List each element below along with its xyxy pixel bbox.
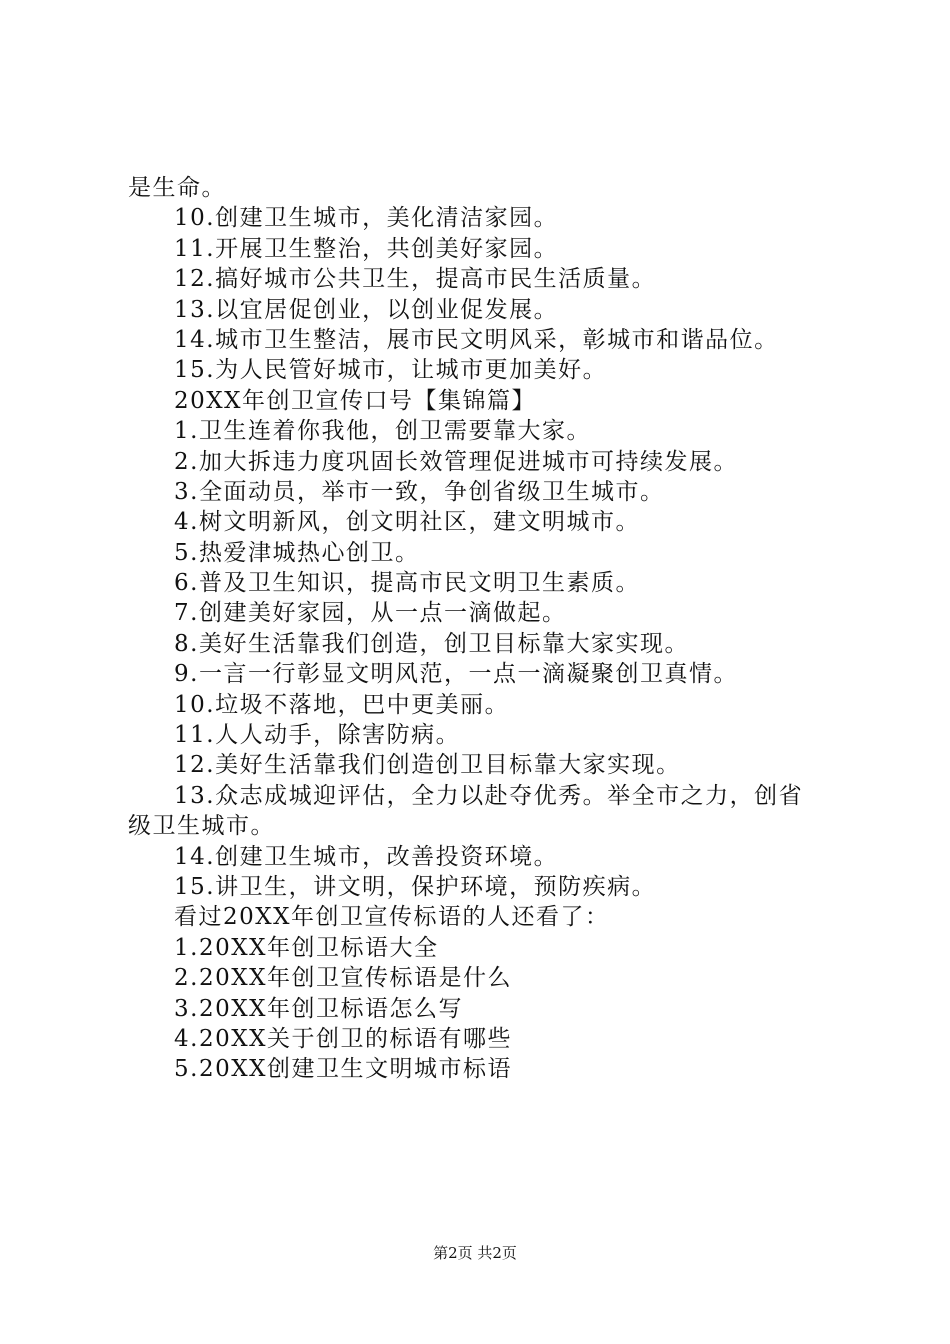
text-line: 11.开展卫生整治，共创美好家园。: [174, 235, 559, 262]
page-footer: 第2页 共2页: [433, 1244, 517, 1262]
text-line: 级卫生城市。: [128, 813, 275, 840]
text-line: 4.20XX关于创卫的标语有哪些: [174, 1025, 512, 1052]
text-line: 14.创建卫生城市，改善投资环境。: [174, 843, 559, 870]
text-line: 15.为人民管好城市，让城市更加美好。: [174, 357, 608, 384]
text-line: 2.20XX年创卫宣传标语是什么: [174, 965, 512, 992]
text-line: 3.全面动员，举市一致，争创省级卫生城市。: [174, 478, 665, 505]
text-line: 1.20XX年创卫标语大全: [174, 934, 439, 961]
text-line: 12.搞好城市公共卫生，提高市民生活质量。: [174, 266, 657, 293]
text-line: 5.20XX创建卫生文明城市标语: [174, 1056, 512, 1083]
text-line: 3.20XX年创卫标语怎么写: [174, 995, 463, 1022]
text-line: 5.热爱津城热心创卫。: [174, 539, 420, 566]
text-line: 20XX年创卫宣传口号【集锦篇】: [174, 387, 537, 414]
text-line: 6.普及卫生知识，提高市民文明卫生素质。: [174, 570, 640, 597]
text-line: 15.讲卫生，讲文明，保护环境，预防疾病。: [174, 873, 657, 900]
text-line: 7.创建美好家园，从一点一滴做起。: [174, 600, 567, 627]
document-body: [128, 173, 838, 1085]
text-line: 9.一言一行彰显文明风范，一点一滴凝聚创卫真情。: [174, 661, 738, 688]
text-line: 2.加大拆违力度巩固长效管理促进城市可持续发展。: [174, 448, 738, 475]
text-line: 10.创建卫生城市，美化清洁家园。: [174, 205, 559, 232]
text-line: 10.垃圾不落地，巴中更美丽。: [174, 691, 510, 718]
text-line: 11.人人动手，除害防病。: [174, 722, 461, 749]
text-line: 是生命。: [128, 175, 226, 201]
text-line: 4.树文明新风，创文明社区，建文明城市。: [174, 509, 640, 536]
text-line: 14.城市卫生整洁，展市民文明风采，彰城市和谐品位。: [174, 326, 779, 353]
text-line: 12.美好生活靠我们创造创卫目标靠大家实现。: [174, 752, 681, 779]
text-line: 1.卫生连着你我他，创卫需要靠大家。: [174, 418, 591, 445]
text-line: 8.美好生活靠我们创造，创卫目标靠大家实现。: [174, 630, 689, 657]
text-line: 13.众志成城迎评估，全力以赴夺优秀。举全市之力，创省: [174, 782, 804, 809]
text-line: 13.以宜居促创业，以创业促发展。: [174, 296, 559, 323]
text-line: 看过20XX年创卫宣传标语的人还看了：: [174, 904, 610, 931]
